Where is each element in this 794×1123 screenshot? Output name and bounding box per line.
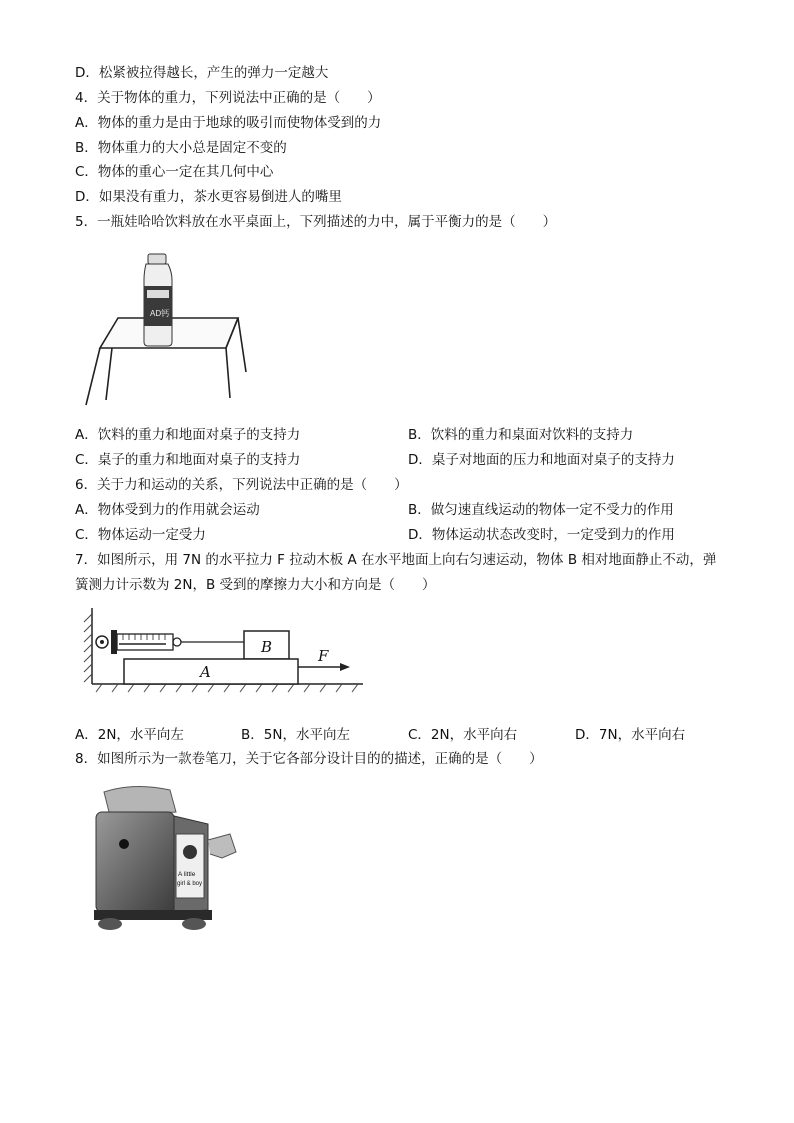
sharpener-label-line2: girl & boy [177, 881, 203, 887]
q4-stem: 4．关于物体的重力，下列说法中正确的是（ ） [75, 90, 381, 106]
force-arrowhead [340, 663, 350, 671]
q6-stem: 6．关于力和运动的关系，下列说法中正确的是（ ） [75, 477, 408, 493]
q7-stem-line2: 簧测力计示数为 2N，B 受到的摩擦力大小和方向是（ ） [75, 577, 436, 593]
q6-option-b: B．做匀速直线运动的物体一定不受力的作用 [408, 502, 674, 518]
q7-option-c: C．2N，水平向右 [408, 727, 518, 743]
q5-stem: 5．一瓶娃哈哈饮料放在水平桌面上，下列描述的力中，属于平衡力的是（ ） [75, 214, 557, 230]
bottle [144, 254, 172, 346]
q3-option-d: D．松紧被拉得越长，产生的弹力一定越大 [75, 65, 329, 81]
q7-option-d: D．7N，水平向右 [575, 727, 686, 743]
board-a [124, 659, 298, 684]
q4-option-c: C．物体的重心一定在其几何中心 [75, 164, 274, 180]
q8-stem: 8．如图所示为一款卷笔刀，关于它各部分设计目的的描述，正确的是（ ） [75, 751, 543, 767]
bottle-label: AD钙 [150, 309, 170, 318]
spring-scale [96, 630, 244, 654]
q5-option-b: B．饮料的重力和桌面对饮料的支持力 [408, 427, 634, 443]
q5-option-d: D．桌子对地面的压力和地面对桌子的支持力 [408, 452, 675, 468]
pencil-sharpener-figure [90, 782, 240, 942]
q4-option-d: D．如果没有重力，茶水更容易倒进人的嘴里 [75, 189, 342, 205]
q5-option-c: C．桌子的重力和地面对桌子的支持力 [75, 452, 301, 468]
sharpener-label-line1: A little [178, 871, 196, 878]
label-f: F [318, 647, 329, 665]
bottle-on-table-figure [78, 250, 258, 410]
spring-scale-board-figure [78, 604, 368, 696]
q5-option-a: A．饮料的重力和地面对桌子的支持力 [75, 427, 301, 443]
q4-option-a: A．物体的重力是由于地球的吸引而使物体受到的力 [75, 115, 382, 131]
label-a: A [200, 663, 211, 681]
q6-option-a: A．物体受到力的作用就会运动 [75, 502, 260, 518]
q6-option-c: C．物体运动一定受力 [75, 527, 206, 543]
q7-stem-line1: 7．如图所示，用 7N 的水平拉力 F 拉动木板 A 在水平地面上向右匀速运动，物体 B 相对地面静止不动，弹 [75, 552, 717, 568]
q4-option-b: B．物体重力的大小总是固定不变的 [75, 140, 287, 156]
q7-option-b: B．5N，水平向左 [241, 727, 350, 743]
label-b: B [261, 638, 273, 656]
q7-option-a: A．2N，水平向左 [75, 727, 184, 743]
q6-option-d: D．物体运动状态改变时，一定受到力的作用 [408, 527, 675, 543]
